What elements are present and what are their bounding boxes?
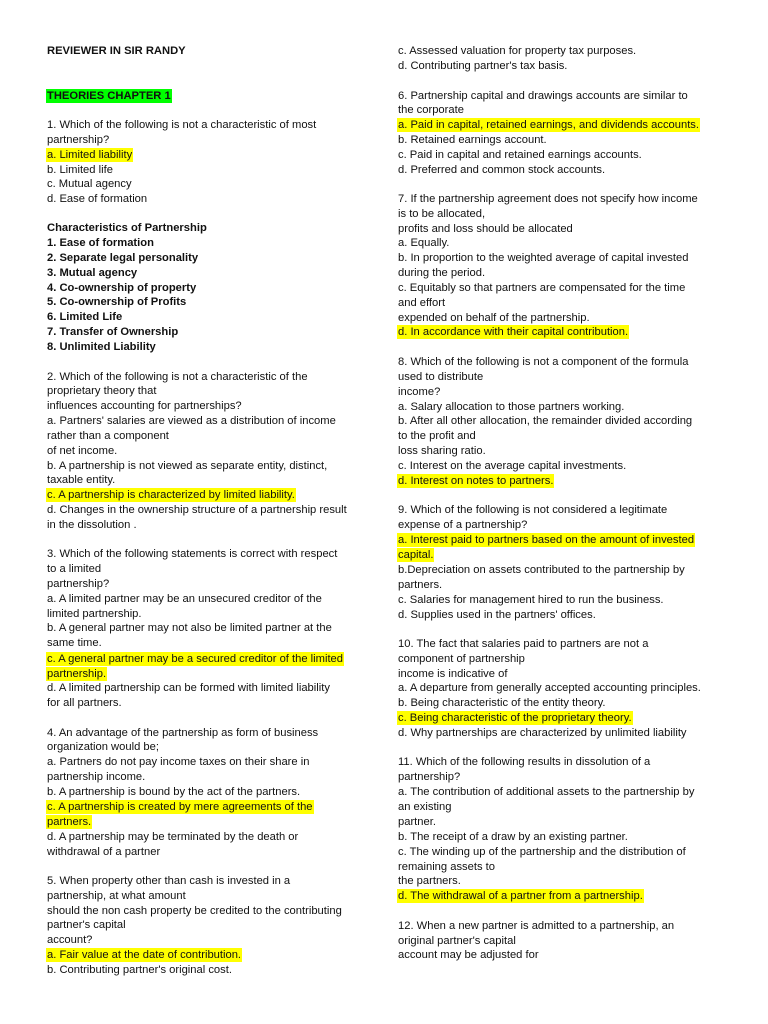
line-text: c. Being characteristic of the proprietary theory. — [398, 712, 632, 724]
text-line — [46, 459, 328, 473]
line-text: taxable entity. — [47, 474, 116, 486]
text-line — [46, 444, 118, 458]
highlighted-answer-line — [46, 815, 92, 829]
line-text: a. Limited liability — [47, 149, 133, 161]
line-text: c. Interest on the average capital investments. — [398, 460, 627, 472]
text-line — [397, 281, 686, 295]
highlighted-answer-line — [397, 474, 554, 488]
text-line — [46, 177, 133, 191]
line-text: d. Interest on notes to partners. — [398, 475, 554, 487]
line-text: b. A general partner may not also be limited partner at the — [47, 622, 332, 634]
text-line — [397, 236, 450, 250]
heading-line — [46, 325, 179, 339]
text-line — [46, 518, 138, 532]
text-line — [46, 473, 116, 487]
text-line — [46, 384, 157, 398]
text-line — [46, 636, 103, 650]
highlighted-answer-line — [397, 325, 629, 339]
line-text: of net income. — [47, 445, 118, 457]
text-line — [397, 652, 526, 666]
highlighted-answer-line — [397, 118, 700, 132]
text-line — [46, 770, 146, 784]
text-line — [397, 874, 462, 888]
line-text: expended on behalf of the partnership. — [398, 312, 590, 324]
text-line — [397, 444, 487, 458]
text-line — [46, 547, 338, 561]
line-text: income is indicative of — [398, 668, 508, 680]
line-text: during the period. — [398, 267, 486, 279]
text-line — [397, 148, 643, 162]
line-text: loss sharing ratio. — [398, 445, 486, 457]
text-line — [397, 385, 441, 399]
line-text: THEORIES CHAPTER 1 — [47, 90, 171, 102]
line-text: same time. — [47, 637, 102, 649]
line-text: d. A partnership may be terminated by the death or — [47, 831, 299, 843]
text-line — [397, 89, 689, 103]
highlighted-answer-line — [46, 488, 296, 502]
line-text: 1. Which of the following is not a characteristic of most — [47, 119, 317, 131]
line-text: to a limited — [47, 563, 102, 575]
line-text: d. Why partnerships are characterized by unlimited liability — [398, 727, 687, 739]
text-line — [46, 607, 143, 621]
line-text: proprietary theory that — [47, 385, 157, 397]
line-text: used to distribute — [398, 371, 484, 383]
text-line — [397, 785, 695, 799]
text-line — [397, 133, 548, 147]
text-line — [397, 459, 627, 473]
text-line — [397, 251, 689, 265]
text-line — [397, 311, 591, 325]
line-text: withdrawal of a partner — [47, 846, 161, 858]
line-text: a. A departure from generally accepted accounting principles. — [398, 682, 701, 694]
line-text: 3. Which of the following statements is correct with respect — [47, 548, 338, 560]
line-text: partnership, at what amount — [47, 890, 186, 902]
text-line — [46, 562, 102, 576]
text-line — [46, 933, 93, 947]
text-line — [397, 44, 637, 58]
text-line — [397, 518, 528, 532]
line-text: d. In accordance with their capital contribution. — [398, 326, 629, 338]
line-text: original partner's capital — [398, 935, 516, 947]
heading-line — [46, 295, 187, 309]
line-text: a. Fair value at the date of contribution. — [47, 949, 242, 961]
line-text: c. Salaries for management hired to run the business. — [398, 594, 664, 606]
highlighted-answer-line — [46, 948, 242, 962]
line-text: c. A partnership is characterized by limited liability. — [47, 489, 295, 501]
heading-line — [46, 89, 172, 103]
text-line — [397, 608, 597, 622]
line-text: c. The winding up of the partnership and the distribution of — [398, 846, 686, 858]
highlighted-answer-line — [397, 548, 434, 562]
text-line — [46, 133, 110, 147]
text-line — [397, 578, 443, 592]
text-line — [397, 593, 665, 607]
line-text: c. A general partner may be a secured creditor of the limited — [47, 653, 344, 665]
line-text: c. Mutual agency — [47, 178, 132, 190]
text-line — [397, 830, 629, 844]
text-line — [46, 577, 110, 591]
text-line — [46, 830, 299, 844]
line-text: 2. Separate legal personality — [47, 252, 199, 264]
text-line — [397, 207, 486, 221]
line-text: 4. Co-ownership of property — [47, 282, 197, 294]
line-text: should the non cash property be credited to the contributing — [47, 905, 342, 917]
line-text: a. Salary allocation to those partners working. — [398, 401, 625, 413]
highlighted-answer-line — [46, 667, 107, 681]
line-text: 5. Co-ownership of Profits — [47, 296, 187, 308]
highlighted-answer-line — [397, 533, 695, 547]
text-line — [46, 118, 317, 132]
line-text: income? — [398, 386, 441, 398]
line-text: a. Partners' salaries are viewed as a distribution of income — [47, 415, 336, 427]
text-line — [397, 503, 668, 517]
text-line — [397, 845, 687, 859]
text-line — [46, 918, 127, 932]
line-text: d. Preferred and common stock accounts. — [398, 164, 606, 176]
line-text: c. Assessed valuation for property tax purposes. — [398, 45, 637, 57]
line-text: b.Depreciation on assets contributed to the partnership by — [398, 564, 685, 576]
line-text: b. A partnership is bound by the act of the partners. — [47, 786, 301, 798]
line-text: remaining assets to — [398, 861, 496, 873]
line-text: partnership income. — [47, 771, 146, 783]
line-text: organization would be; — [47, 741, 159, 753]
line-text: an existing — [398, 801, 452, 813]
text-line — [46, 845, 161, 859]
line-text: the partners. — [398, 875, 461, 887]
line-text: b. In proportion to the weighted average of capital invested — [398, 252, 689, 264]
line-text: b. After all other allocation, the remainder divided according — [398, 415, 693, 427]
line-text: 2. Which of the following is not a characteristic of the — [47, 371, 308, 383]
line-text: a. Partners do not pay income taxes on their share in — [47, 756, 310, 768]
heading-line — [46, 44, 187, 58]
text-line — [397, 563, 686, 577]
text-line — [46, 192, 148, 206]
line-text: capital. — [398, 549, 434, 561]
text-line — [397, 667, 508, 681]
line-text: 7. If the partnership agreement does not specify how income — [398, 193, 698, 205]
line-text: profits and loss should be allocated — [398, 223, 573, 235]
line-text: partners. — [47, 816, 92, 828]
text-line — [46, 503, 348, 517]
line-text: 4. An advantage of the partnership as form of business — [47, 727, 319, 739]
text-line — [46, 592, 323, 606]
text-line — [397, 948, 540, 962]
text-line — [397, 726, 688, 740]
line-text: partner. — [398, 816, 436, 828]
text-line — [397, 696, 607, 710]
text-line — [397, 770, 461, 784]
line-text: component of partnership — [398, 653, 525, 665]
text-line — [46, 726, 319, 740]
text-line — [397, 860, 496, 874]
line-text: b. Being characteristic of the entity theory. — [398, 697, 606, 709]
line-text: 3. Mutual agency — [47, 267, 138, 279]
text-line — [46, 414, 337, 428]
line-text: REVIEWER IN SIR RANDY — [47, 45, 186, 57]
heading-line — [46, 266, 138, 280]
line-text: a. Paid in capital, retained earnings, and dividends accounts. — [398, 119, 700, 131]
text-line — [46, 740, 160, 754]
highlighted-answer-line — [46, 800, 314, 814]
line-text: account? — [47, 934, 93, 946]
line-text: 6. Partnership capital and drawings accounts are similar to — [398, 90, 688, 102]
line-text: to the profit and — [398, 430, 476, 442]
text-line — [46, 785, 301, 799]
line-text: account may be adjusted for — [398, 949, 539, 961]
line-text: 7. Transfer of Ownership — [47, 326, 179, 338]
line-text: 12. When a new partner is admitted to a partnership, an — [398, 920, 675, 932]
heading-line — [46, 236, 155, 250]
line-text: c. A partnership is created by mere agreements of the — [47, 801, 313, 813]
text-line — [397, 370, 484, 384]
line-text: d. Contributing partner's tax basis. — [398, 60, 568, 72]
text-line — [397, 355, 689, 369]
line-text: a. A limited partner may be an unsecured creditor of the — [47, 593, 322, 605]
heading-line — [46, 281, 197, 295]
line-text: partnership. — [47, 668, 107, 680]
line-text: a. The contribution of additional assets to the partnership by — [398, 786, 695, 798]
text-line — [397, 266, 486, 280]
text-line — [46, 621, 333, 635]
line-text: Characteristics of Partnership — [47, 222, 207, 234]
text-line — [397, 755, 651, 769]
text-line — [397, 429, 477, 443]
text-line — [397, 103, 465, 117]
text-line — [46, 904, 343, 918]
line-text: 11. Which of the following results in dissolution of a — [398, 756, 651, 768]
line-text: 10. The fact that salaries paid to partners are not a — [398, 638, 649, 650]
line-text: partnership? — [47, 578, 110, 590]
heading-line — [46, 251, 199, 265]
text-line — [46, 681, 331, 695]
line-text: d. Supplies used in the partners' offices. — [398, 609, 596, 621]
line-text: 9. Which of the following is not considered a legitimate — [398, 504, 668, 516]
text-line — [397, 681, 702, 695]
line-text: b. Retained earnings account. — [398, 134, 547, 146]
line-text: d. Ease of formation — [47, 193, 148, 205]
line-text: b. Limited life — [47, 164, 113, 176]
text-line — [46, 755, 310, 769]
line-text: d. Changes in the ownership structure of a partnership result — [47, 504, 347, 516]
line-text: rather than a component — [47, 430, 169, 442]
line-text: b. The receipt of a draw by an existing partner. — [398, 831, 628, 843]
text-line — [46, 399, 243, 413]
line-text: b. Contributing partner's original cost. — [47, 964, 232, 976]
line-text: 6. Limited Life — [47, 311, 123, 323]
line-text: c. Equitably so that partners are compensated for the time — [398, 282, 686, 294]
text-line — [397, 192, 699, 206]
line-text: 8. Which of the following is not a component of the formula — [398, 356, 689, 368]
text-line — [397, 815, 437, 829]
line-text: 5. When property other than cash is invested in a — [47, 875, 291, 887]
text-line — [397, 400, 625, 414]
text-line — [46, 963, 233, 977]
heading-line — [46, 340, 157, 354]
text-line — [397, 296, 446, 310]
line-text: is to be allocated, — [398, 208, 486, 220]
text-line — [397, 934, 517, 948]
text-line — [46, 696, 123, 710]
text-line — [397, 222, 574, 236]
line-text: and effort — [398, 297, 446, 309]
line-text: partnership? — [398, 771, 461, 783]
line-text: for all partners. — [47, 697, 122, 709]
line-text: d. A limited partnership can be formed with limited liability — [47, 682, 330, 694]
text-line — [397, 637, 649, 651]
text-line — [46, 874, 291, 888]
line-text: in the dissolution . — [47, 519, 137, 531]
line-text: a. Equally. — [398, 237, 450, 249]
line-text: the corporate — [398, 104, 464, 116]
line-text: partner's capital — [47, 919, 126, 931]
line-text: b. A partnership is not viewed as separate entity, distinct, — [47, 460, 328, 472]
line-text: expense of a partnership? — [398, 519, 528, 531]
text-line — [397, 800, 453, 814]
line-text: influences accounting for partnerships? — [47, 400, 242, 412]
line-text: 8. Unlimited Liability — [47, 341, 156, 353]
highlighted-answer-line — [46, 148, 133, 162]
text-line — [46, 370, 309, 384]
text-line — [397, 919, 675, 933]
text-line — [397, 59, 568, 73]
highlighted-answer-line — [397, 889, 644, 903]
text-line — [397, 163, 606, 177]
highlighted-answer-line — [397, 711, 633, 725]
text-line — [46, 889, 187, 903]
line-text: limited partnership. — [47, 608, 142, 620]
line-text: c. Paid in capital and retained earnings accounts. — [398, 149, 642, 161]
line-text: partners. — [398, 579, 443, 591]
text-line — [46, 429, 170, 443]
text-line — [46, 163, 114, 177]
text-line — [397, 414, 693, 428]
line-text: d. The withdrawal of a partner from a partnership. — [398, 890, 643, 902]
heading-line — [46, 221, 208, 235]
line-text: partnership? — [47, 134, 110, 146]
line-text: a. Interest paid to partners based on the amount of invested — [398, 534, 695, 546]
highlighted-answer-line — [46, 652, 344, 666]
heading-line — [46, 310, 123, 324]
line-text: 1. Ease of formation — [47, 237, 154, 249]
